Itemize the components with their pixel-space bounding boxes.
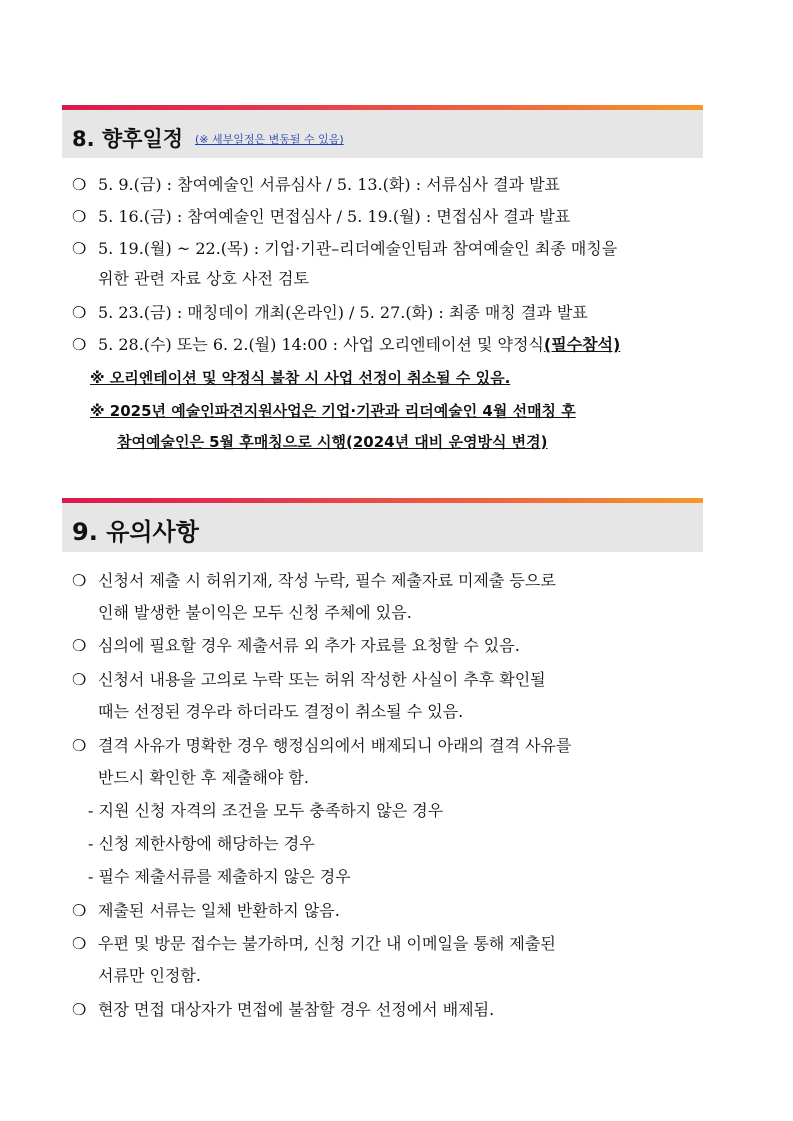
caution-item <box>72 901 340 921</box>
caution-text: 제출된 서류는 일체 반환하지 않음. <box>98 901 340 920</box>
caution-item <box>72 1000 494 1020</box>
matching-note: ※ 2025년 예술인파견지원사업은 기업·기관과 리더예술인 4월 선매칭 후 <box>90 402 576 420</box>
caution-item-continuation: 서류만 인정함. <box>98 966 201 985</box>
caution-item-continuation: 때는 선정된 경우라 하더라도 결정이 취소될 수 있음. <box>98 702 464 721</box>
schedule-item <box>72 335 620 355</box>
schedule-item <box>72 303 588 323</box>
section8-title: 8. 향후일정 <box>72 127 184 151</box>
caution-item <box>72 670 546 690</box>
circle-bullet-icon: ❍ <box>72 670 87 689</box>
circle-bullet-icon: ❍ <box>72 175 87 194</box>
circle-bullet-icon: ❍ <box>72 636 87 655</box>
circle-bullet-icon: ❍ <box>72 901 87 920</box>
caution-item <box>72 934 556 954</box>
schedule-text: 5. 23.(금) : 매칭데이 개최(온라인) / 5. 27.(화) : 최종 매칭 결과 발표 <box>98 303 588 322</box>
disqualification-item: - 필수 제출서류를 제출하지 않은 경우 <box>88 867 351 886</box>
circle-bullet-icon: ❍ <box>72 1000 87 1019</box>
circle-bullet-icon: ❍ <box>72 934 87 953</box>
caution-text: 우편 및 방문 접수는 불가하며, 신청 기간 내 이메일을 통해 제출된 <box>98 934 556 953</box>
caution-text: 현장 면접 대상자가 면접에 불참할 경우 선정에서 배제됨. <box>98 1000 495 1019</box>
schedule-item <box>72 175 560 195</box>
circle-bullet-icon: ❍ <box>72 239 87 258</box>
caution-item-continuation: 반드시 확인한 후 제출해야 함. <box>98 768 309 787</box>
schedule-text: 5. 19.(월) ~ 22.(목) : 기업·기관–리더예술인팀과 참여예술인 최종 매칭을 <box>98 239 618 258</box>
schedule-item <box>72 239 617 259</box>
circle-bullet-icon: ❍ <box>72 335 87 354</box>
caution-text: 신청서 내용을 고의로 누락 또는 허위 작성한 사실이 추후 확인될 <box>98 670 546 689</box>
matching-note-continuation: 참여예술인은 5월 후매칭으로 시행(2024년 대비 운영방식 변경) <box>117 433 548 451</box>
schedule-item-continuation: 위한 관련 자료 상호 사전 검토 <box>98 269 309 288</box>
caution-item-continuation: 인해 발생한 불이익은 모두 신청 주체에 있음. <box>98 603 412 622</box>
caution-text: 심의에 필요할 경우 제출서류 외 추가 자료를 요청할 수 있음. <box>98 636 520 655</box>
caution-item <box>72 636 520 656</box>
circle-bullet-icon: ❍ <box>72 207 87 226</box>
circle-bullet-icon: ❍ <box>72 736 87 755</box>
circle-bullet-icon: ❍ <box>72 571 87 590</box>
section8-header <box>62 105 703 158</box>
disqualification-item: - 신청 제한사항에 해당하는 경우 <box>88 834 315 853</box>
section8-accent-bar <box>62 105 703 110</box>
caution-item <box>72 571 556 591</box>
section9-header <box>62 498 703 552</box>
disqualification-item: - 지원 신청 자격의 조건을 모두 충족하지 않은 경우 <box>88 801 444 820</box>
section9-title: 9. 유의사항 <box>72 518 199 546</box>
caution-text: 신청서 제출 시 허위기재, 작성 누락, 필수 제출자료 미제출 등으로 <box>98 571 556 590</box>
caution-item <box>72 736 571 756</box>
required-attendance-emphasis: (필수참석) <box>543 335 621 354</box>
circle-bullet-icon: ❍ <box>72 303 87 322</box>
caution-text: 결격 사유가 명확한 경우 행정심의에서 배제되니 아래의 결격 사유를 <box>98 736 572 755</box>
cancellation-note: ※ 오리엔테이션 및 약정식 불참 시 사업 선정이 취소될 수 있음. <box>90 369 511 387</box>
schedule-text: 5. 28.(수) 또는 6. 2.(월) 14:00 : 사업 오리엔테이션 및 약정식 <box>98 335 544 354</box>
schedule-text: 5. 16.(금) : 참여예술인 면접심사 / 5. 19.(월) : 면접심사 결과 발표 <box>98 207 571 226</box>
schedule-text: 5. 9.(금) : 참여예술인 서류심사 / 5. 13.(화) : 서류심사 결과 발표 <box>98 175 560 194</box>
section8-note: (※ 세부일정은 변동될 수 있음) <box>195 133 344 146</box>
section9-accent-bar <box>62 498 703 503</box>
schedule-item <box>72 207 570 227</box>
